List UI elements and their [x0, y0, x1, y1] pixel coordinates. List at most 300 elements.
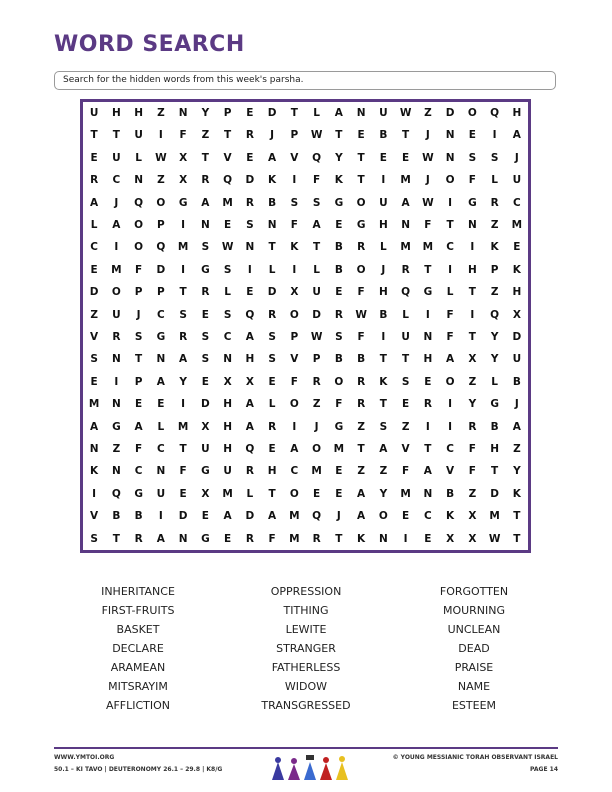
grid-letter[interactable]: A: [334, 107, 343, 119]
grid-letter[interactable]: W: [155, 151, 167, 164]
grid-letter[interactable]: U: [512, 353, 522, 366]
grid-letter[interactable]: I: [448, 420, 453, 433]
grid-letter[interactable]: P: [290, 331, 299, 343]
grid-letter[interactable]: Z: [490, 219, 499, 231]
grid-letter[interactable]: N: [223, 353, 233, 366]
grid-letter[interactable]: T: [135, 353, 143, 366]
grid-letter[interactable]: X: [468, 353, 477, 366]
grid-letter[interactable]: E: [402, 510, 410, 523]
grid-letter[interactable]: T: [402, 353, 410, 366]
grid-letter[interactable]: S: [201, 353, 210, 366]
grid-letter[interactable]: V: [90, 510, 99, 523]
grid-letter[interactable]: Y: [335, 151, 343, 164]
grid-letter[interactable]: T: [335, 129, 343, 142]
grid-letter[interactable]: Q: [312, 151, 322, 164]
grid-letter[interactable]: K: [357, 532, 366, 545]
grid-letter[interactable]: E: [201, 510, 209, 523]
grid-letter[interactable]: V: [290, 151, 299, 164]
grid-letter[interactable]: H: [512, 286, 522, 299]
grid-letter[interactable]: T: [112, 532, 120, 545]
grid-letter[interactable]: T: [224, 129, 232, 142]
grid-letter[interactable]: N: [200, 219, 210, 231]
grid-letter[interactable]: J: [425, 174, 430, 187]
grid-letter[interactable]: T: [468, 286, 476, 299]
grid-letter[interactable]: Z: [90, 308, 98, 321]
grid-letter[interactable]: I: [492, 129, 497, 142]
grid-letter[interactable]: A: [90, 420, 99, 433]
grid-letter[interactable]: O: [134, 241, 144, 254]
grid-letter[interactable]: N: [423, 331, 433, 343]
grid-letter[interactable]: U: [112, 308, 121, 321]
grid-letter[interactable]: R: [357, 241, 366, 254]
grid-letter[interactable]: A: [312, 219, 321, 231]
grid-letter[interactable]: J: [336, 510, 341, 523]
grid-letter[interactable]: H: [378, 219, 388, 231]
grid-letter[interactable]: J: [270, 129, 275, 142]
grid-letter[interactable]: W: [355, 308, 367, 321]
grid-letter[interactable]: H: [267, 465, 277, 478]
grid-letter[interactable]: X: [179, 174, 188, 187]
grid-letter[interactable]: G: [134, 487, 143, 500]
grid-letter[interactable]: Q: [156, 241, 166, 254]
grid-letter[interactable]: J: [425, 129, 430, 142]
grid-letter[interactable]: N: [156, 465, 166, 478]
grid-letter[interactable]: A: [223, 510, 232, 523]
grid-letter[interactable]: C: [157, 308, 165, 321]
grid-letter[interactable]: T: [446, 219, 454, 231]
grid-letter[interactable]: A: [423, 465, 432, 478]
grid-letter[interactable]: U: [512, 174, 522, 187]
grid-letter[interactable]: A: [201, 196, 210, 209]
grid-letter[interactable]: E: [224, 532, 232, 545]
grid-letter[interactable]: J: [381, 263, 386, 276]
grid-letter[interactable]: N: [111, 398, 121, 411]
grid-letter[interactable]: I: [448, 263, 453, 276]
grid-letter[interactable]: M: [289, 532, 300, 545]
grid-letter[interactable]: D: [267, 286, 277, 299]
grid-letter[interactable]: F: [468, 174, 476, 187]
grid-letter[interactable]: O: [334, 375, 344, 388]
grid-letter[interactable]: T: [357, 443, 365, 455]
grid-letter[interactable]: K: [290, 241, 299, 254]
grid-letter[interactable]: N: [178, 532, 188, 545]
grid-letter[interactable]: X: [223, 375, 232, 388]
grid-letter[interactable]: F: [335, 398, 343, 411]
grid-letter[interactable]: W: [399, 107, 412, 119]
grid-letter[interactable]: Q: [111, 487, 121, 500]
grid-letter[interactable]: Z: [157, 107, 165, 119]
grid-letter[interactable]: L: [246, 487, 254, 500]
grid-letter[interactable]: A: [401, 196, 410, 209]
grid-letter[interactable]: Y: [513, 465, 521, 478]
grid-letter[interactable]: A: [446, 353, 455, 366]
grid-letter[interactable]: W: [422, 196, 434, 209]
grid-letter[interactable]: Q: [134, 196, 144, 209]
grid-letter[interactable]: G: [468, 196, 477, 209]
grid-letter[interactable]: K: [512, 263, 521, 276]
grid-letter[interactable]: F: [290, 219, 298, 231]
grid-letter[interactable]: E: [201, 308, 209, 321]
grid-letter[interactable]: R: [468, 420, 477, 433]
grid-letter[interactable]: I: [425, 420, 430, 433]
grid-letter[interactable]: I: [470, 241, 475, 254]
grid-letter[interactable]: Z: [490, 286, 499, 299]
grid-letter[interactable]: E: [424, 532, 432, 545]
grid-letter[interactable]: M: [489, 510, 500, 523]
grid-letter[interactable]: R: [245, 532, 254, 545]
grid-letter[interactable]: S: [201, 331, 210, 343]
grid-letter[interactable]: K: [490, 241, 499, 254]
grid-letter[interactable]: E: [201, 375, 209, 388]
grid-letter[interactable]: Z: [468, 487, 477, 500]
grid-letter[interactable]: L: [380, 241, 387, 254]
grid-letter[interactable]: C: [446, 443, 454, 455]
grid-letter[interactable]: T: [268, 487, 276, 500]
grid-letter[interactable]: H: [423, 353, 433, 366]
grid-letter[interactable]: R: [268, 420, 277, 433]
grid-letter[interactable]: Y: [490, 353, 499, 366]
grid-letter[interactable]: A: [268, 151, 277, 164]
grid-letter[interactable]: A: [379, 443, 388, 455]
grid-letter[interactable]: R: [334, 308, 343, 321]
grid-letter[interactable]: S: [246, 219, 254, 231]
grid-letter[interactable]: J: [514, 151, 519, 164]
grid-letter[interactable]: N: [134, 174, 144, 187]
grid-letter[interactable]: T: [468, 331, 476, 343]
grid-letter[interactable]: U: [312, 286, 321, 299]
grid-letter[interactable]: F: [468, 443, 476, 455]
grid-letter[interactable]: I: [247, 263, 252, 276]
grid-letter[interactable]: W: [310, 129, 323, 142]
grid-letter[interactable]: G: [490, 398, 499, 411]
grid-letter[interactable]: E: [335, 286, 343, 299]
grid-letter[interactable]: R: [179, 331, 188, 343]
grid-letter[interactable]: Y: [201, 107, 210, 119]
grid-letter[interactable]: T: [268, 241, 276, 254]
grid-letter[interactable]: S: [290, 196, 299, 209]
grid-letter[interactable]: L: [491, 174, 498, 187]
grid-letter[interactable]: I: [448, 196, 453, 209]
grid-letter[interactable]: A: [156, 375, 165, 388]
grid-letter[interactable]: I: [403, 532, 408, 545]
grid-letter[interactable]: Q: [223, 174, 233, 187]
grid-letter[interactable]: O: [156, 196, 166, 209]
grid-letter[interactable]: D: [201, 398, 210, 411]
grid-letter[interactable]: A: [268, 510, 277, 523]
grid-letter[interactable]: N: [89, 443, 99, 455]
grid-letter[interactable]: D: [245, 510, 255, 523]
grid-letter[interactable]: E: [513, 241, 521, 254]
grid-letter[interactable]: I: [448, 398, 453, 411]
grid-letter[interactable]: E: [468, 129, 476, 142]
grid-letter[interactable]: K: [334, 174, 343, 187]
grid-letter[interactable]: I: [292, 420, 297, 433]
grid-letter[interactable]: R: [245, 129, 254, 142]
grid-letter[interactable]: Q: [490, 308, 500, 321]
grid-letter[interactable]: N: [178, 107, 188, 119]
grid-letter[interactable]: M: [400, 174, 411, 187]
grid-letter[interactable]: B: [512, 375, 521, 388]
grid-letter[interactable]: Z: [201, 129, 210, 142]
grid-letter[interactable]: N: [401, 219, 411, 231]
grid-letter[interactable]: F: [357, 286, 365, 299]
grid-letter[interactable]: J: [514, 398, 519, 411]
grid-letter[interactable]: B: [357, 353, 366, 366]
grid-letter[interactable]: G: [334, 420, 344, 433]
grid-letter[interactable]: D: [267, 107, 277, 119]
grid-letter[interactable]: L: [135, 151, 142, 164]
grid-letter[interactable]: T: [313, 241, 321, 254]
grid-letter[interactable]: H: [223, 420, 233, 433]
grid-letter[interactable]: E: [246, 151, 254, 164]
grid-letter[interactable]: M: [177, 241, 189, 254]
grid-letter[interactable]: J: [314, 420, 319, 433]
grid-letter[interactable]: E: [313, 487, 321, 500]
grid-letter[interactable]: R: [112, 331, 121, 343]
grid-letter[interactable]: S: [268, 353, 276, 366]
grid-letter[interactable]: M: [311, 465, 322, 478]
grid-letter[interactable]: A: [512, 129, 521, 142]
grid-letter[interactable]: U: [134, 129, 143, 142]
grid-letter[interactable]: O: [289, 398, 299, 411]
grid-letter[interactable]: Z: [312, 398, 321, 411]
grid-letter[interactable]: R: [357, 375, 366, 388]
grid-letter[interactable]: I: [381, 331, 386, 343]
grid-letter[interactable]: Z: [112, 443, 121, 455]
grid-letter[interactable]: S: [490, 151, 499, 164]
grid-letter[interactable]: M: [177, 420, 189, 433]
grid-letter[interactable]: B: [490, 420, 499, 433]
grid-letter[interactable]: E: [335, 219, 343, 231]
grid-letter[interactable]: E: [90, 263, 98, 276]
grid-letter[interactable]: O: [289, 487, 299, 500]
grid-letter[interactable]: S: [223, 263, 232, 276]
grid-letter[interactable]: E: [90, 375, 98, 388]
grid-letter[interactable]: B: [334, 353, 343, 366]
grid-letter[interactable]: X: [512, 308, 521, 321]
grid-letter[interactable]: J: [114, 196, 119, 209]
grid-letter[interactable]: A: [357, 487, 366, 500]
grid-letter[interactable]: O: [445, 375, 455, 388]
grid-letter[interactable]: C: [223, 331, 232, 343]
grid-letter[interactable]: N: [156, 353, 166, 366]
grid-letter[interactable]: S: [401, 375, 410, 388]
grid-letter[interactable]: T: [179, 443, 187, 455]
grid-letter[interactable]: Y: [490, 331, 499, 343]
grid-letter[interactable]: S: [379, 420, 388, 433]
grid-letter[interactable]: I: [114, 241, 119, 254]
grid-letter[interactable]: Y: [179, 375, 187, 388]
grid-letter[interactable]: O: [378, 510, 388, 523]
grid-letter[interactable]: T: [335, 532, 343, 545]
grid-letter[interactable]: L: [268, 398, 276, 411]
grid-letter[interactable]: I: [292, 263, 297, 276]
grid-letter[interactable]: S: [335, 331, 343, 343]
grid-letter[interactable]: P: [223, 107, 232, 119]
grid-letter[interactable]: X: [245, 375, 254, 388]
grid-letter[interactable]: A: [112, 219, 121, 231]
grid-letter[interactable]: H: [490, 443, 500, 455]
grid-letter[interactable]: V: [290, 353, 299, 366]
grid-letter[interactable]: E: [268, 375, 276, 388]
grid-letter[interactable]: B: [379, 129, 388, 142]
grid-letter[interactable]: B: [268, 196, 277, 209]
grid-letter[interactable]: G: [178, 196, 188, 209]
grid-letter[interactable]: N: [111, 465, 121, 478]
grid-letter[interactable]: C: [424, 510, 432, 523]
grid-letter[interactable]: O: [312, 443, 322, 455]
grid-letter[interactable]: N: [467, 219, 477, 231]
grid-letter[interactable]: O: [134, 219, 144, 231]
grid-letter[interactable]: O: [467, 107, 477, 119]
grid-letter[interactable]: D: [245, 174, 255, 187]
grid-letter[interactable]: N: [245, 241, 255, 254]
grid-letter[interactable]: R: [312, 532, 321, 545]
grid-letter[interactable]: F: [135, 263, 143, 276]
grid-letter[interactable]: M: [111, 263, 122, 276]
grid-letter[interactable]: D: [89, 286, 99, 299]
grid-letter[interactable]: O: [356, 196, 366, 209]
grid-letter[interactable]: U: [112, 151, 121, 164]
grid-letter[interactable]: A: [290, 443, 299, 455]
grid-letter[interactable]: R: [357, 398, 366, 411]
grid-letter[interactable]: Z: [357, 420, 365, 433]
grid-letter[interactable]: Z: [357, 465, 365, 478]
grid-letter[interactable]: G: [156, 331, 166, 343]
grid-letter[interactable]: X: [468, 532, 477, 545]
grid-letter[interactable]: T: [513, 510, 521, 523]
grid-letter[interactable]: D: [445, 107, 455, 119]
grid-letter[interactable]: M: [222, 196, 233, 209]
grid-letter[interactable]: C: [134, 465, 143, 478]
grid-letter[interactable]: A: [245, 331, 254, 343]
grid-letter[interactable]: L: [446, 286, 454, 299]
grid-letter[interactable]: F: [468, 465, 476, 478]
grid-letter[interactable]: E: [179, 487, 187, 500]
grid-letter[interactable]: C: [513, 196, 521, 209]
grid-letter[interactable]: P: [290, 129, 299, 142]
grid-letter[interactable]: F: [357, 331, 365, 343]
grid-letter[interactable]: C: [446, 241, 454, 254]
grid-letter[interactable]: I: [114, 375, 119, 388]
grid-letter[interactable]: M: [333, 443, 345, 455]
grid-letter[interactable]: X: [290, 286, 299, 299]
grid-letter[interactable]: A: [90, 196, 99, 209]
grid-letter[interactable]: E: [402, 398, 410, 411]
grid-letter[interactable]: U: [223, 465, 232, 478]
grid-letter[interactable]: W: [221, 241, 234, 254]
grid-letter[interactable]: U: [379, 196, 388, 209]
grid-letter[interactable]: G: [356, 219, 366, 231]
grid-letter[interactable]: A: [357, 510, 366, 523]
grid-letter[interactable]: R: [423, 398, 432, 411]
grid-letter[interactable]: A: [179, 353, 188, 366]
grid-letter[interactable]: D: [490, 487, 499, 500]
grid-letter[interactable]: B: [446, 487, 455, 500]
grid-letter[interactable]: R: [490, 196, 499, 209]
grid-letter[interactable]: T: [112, 129, 120, 142]
grid-letter[interactable]: O: [289, 308, 299, 321]
grid-letter[interactable]: I: [158, 510, 163, 523]
grid-letter[interactable]: X: [468, 510, 477, 523]
grid-letter[interactable]: A: [245, 420, 254, 433]
grid-letter[interactable]: F: [179, 129, 187, 142]
grid-letter[interactable]: I: [181, 398, 186, 411]
grid-letter[interactable]: E: [379, 151, 387, 164]
grid-letter[interactable]: R: [401, 263, 410, 276]
grid-letter[interactable]: S: [223, 308, 232, 321]
grid-letter[interactable]: T: [179, 286, 187, 299]
grid-letter[interactable]: A: [156, 532, 165, 545]
grid-letter[interactable]: N: [445, 129, 455, 142]
grid-letter[interactable]: P: [157, 219, 165, 231]
grid-letter[interactable]: H: [378, 286, 388, 299]
grid-letter[interactable]: W: [310, 331, 323, 343]
grid-letter[interactable]: C: [157, 443, 165, 455]
grid-letter[interactable]: Z: [379, 465, 388, 478]
grid-letter[interactable]: U: [401, 331, 410, 343]
grid-letter[interactable]: N: [356, 107, 366, 119]
grid-letter[interactable]: Q: [490, 107, 500, 119]
grid-letter[interactable]: Y: [379, 487, 388, 500]
grid-letter[interactable]: M: [400, 241, 411, 254]
grid-letter[interactable]: E: [157, 398, 165, 411]
grid-letter[interactable]: P: [490, 263, 499, 276]
grid-letter[interactable]: F: [402, 465, 410, 478]
grid-letter[interactable]: G: [201, 532, 210, 545]
grid-letter[interactable]: P: [134, 375, 143, 388]
grid-letter[interactable]: E: [402, 151, 410, 164]
grid-letter[interactable]: I: [381, 174, 386, 187]
grid-letter[interactable]: R: [312, 375, 321, 388]
grid-letter[interactable]: C: [112, 174, 121, 187]
grid-letter[interactable]: H: [134, 107, 144, 119]
grid-letter[interactable]: E: [246, 107, 254, 119]
grid-letter[interactable]: H: [111, 107, 121, 119]
grid-letter[interactable]: Q: [245, 308, 255, 321]
grid-letter[interactable]: S: [90, 353, 98, 366]
grid-letter[interactable]: M: [222, 487, 233, 500]
grid-letter[interactable]: Q: [401, 286, 411, 299]
grid-letter[interactable]: T: [379, 398, 387, 411]
grid-letter[interactable]: H: [467, 263, 477, 276]
grid-letter[interactable]: O: [445, 174, 455, 187]
grid-letter[interactable]: R: [201, 286, 210, 299]
grid-letter[interactable]: V: [446, 465, 455, 478]
grid-letter[interactable]: L: [268, 263, 276, 276]
grid-letter[interactable]: G: [112, 420, 121, 433]
grid-letter[interactable]: R: [268, 308, 277, 321]
grid-letter[interactable]: B: [134, 510, 143, 523]
grid-letter[interactable]: S: [268, 331, 276, 343]
grid-letter[interactable]: D: [512, 331, 522, 343]
grid-letter[interactable]: R: [134, 532, 143, 545]
grid-letter[interactable]: V: [90, 331, 99, 343]
grid-letter[interactable]: V: [223, 151, 232, 164]
grid-letter[interactable]: S: [312, 196, 321, 209]
grid-letter[interactable]: L: [313, 263, 320, 276]
grid-letter[interactable]: L: [157, 420, 165, 433]
grid-letter[interactable]: Z: [468, 375, 477, 388]
grid-letter[interactable]: I: [470, 308, 475, 321]
grid-letter[interactable]: R: [201, 174, 210, 187]
grid-letter[interactable]: I: [292, 174, 297, 187]
grid-letter[interactable]: N: [111, 353, 121, 366]
grid-letter[interactable]: R: [245, 465, 254, 478]
grid-letter[interactable]: T: [513, 532, 521, 545]
grid-letter[interactable]: A: [245, 398, 254, 411]
grid-letter[interactable]: S: [468, 151, 477, 164]
